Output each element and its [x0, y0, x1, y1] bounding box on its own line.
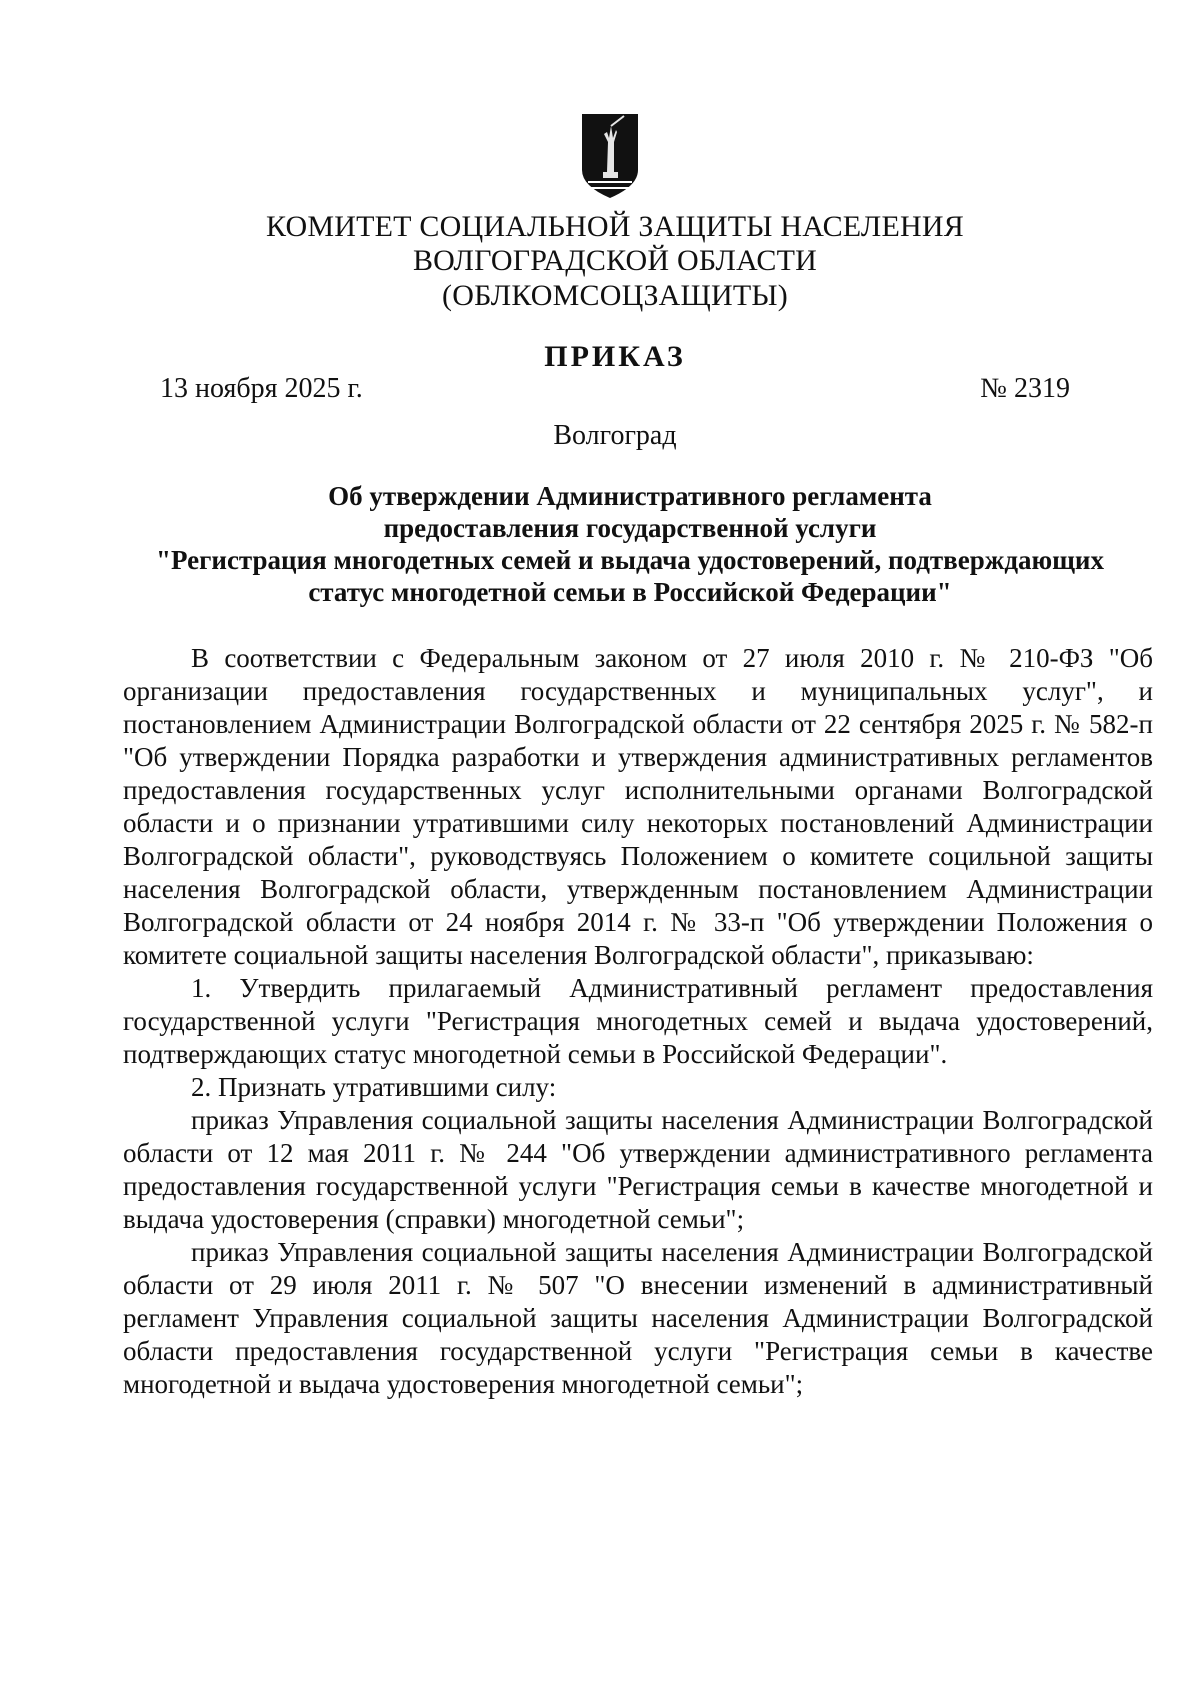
order-subject	[120, 480, 1140, 608]
organization-short-name: (ОБЛКОМСОЦЗАЩИТЫ)	[442, 279, 788, 312]
subject-line-2: предоставления государственной услуги	[383, 513, 877, 543]
preamble-paragraph: В соответствии с Федеральным законом от 27 июля 2010 г. № 210-ФЗ "Об организации предоставления государственных и муниципальных услуг", и постановлением Администрации Волгоградской области от 22 сентября 2025 г. № 582-п "Об утверждении Порядка разработки и утверждения административных регламентов предоставления государственных услуг исполнительными органами Волгоградской области и о признании утратившими силу некоторых постановлений Администрации Волгоградской области", руководствуясь Положением о комитете социльной защиты населения Волгоградской области, утвержденным постановлением Администрации Волгоградской области от 24 ноября 2014 г. № 33-п "Об утверждении Положения о комитете социальной защиты населения Волгоградской области", приказываю:	[123, 643, 1153, 970]
volgograd-oblast-coat-of-arms-icon	[580, 112, 640, 202]
repealed-order-1-paragraph: приказ Управления социальной защиты населения Администрации Волгоградской области от 12 мая 2011 г. № 244 "Об утверждении административного регламента предоставления государственной услуги "Регистрация семьи в качестве многодетной и выдача удостоверения (справки) многодетной семьи";	[123, 1105, 1153, 1234]
order-title: ПРИКАЗ	[544, 340, 686, 373]
organization-name-line-2: ВОЛГОГРАДСКОЙ ОБЛАСТИ	[412, 244, 818, 277]
clause-2-paragraph: 2. Признать утратившими силу:	[191, 1072, 557, 1102]
order-date: 13 ноября 2025 г.	[160, 373, 363, 404]
subject-line-1: Об утверждении Административного регламента	[328, 481, 932, 511]
repealed-order-2-paragraph: приказ Управления социальной защиты населения Администрации Волгоградской области от 29 июля 2011 г. № 507 "О внесении изменений в административный регламент Управления социальной защиты населения Администрации Волгоградской области предоставления государственной услуги "Регистрация семьи в качестве многодетной и выдача удостоверения многодетной семьи";	[123, 1237, 1153, 1399]
subject-line-3: "Регистрация многодетных семей и выдача удостоверений, подтверждающих	[156, 545, 1104, 575]
organization-name-line-1: КОМИТЕТ СОЦИАЛЬНОЙ ЗАЩИТЫ НАСЕЛЕНИЯ	[266, 210, 964, 243]
order-city: Волгоград	[553, 420, 677, 451]
subject-line-4: статус многодетной семьи в Российской Федерации"	[308, 577, 952, 607]
order-number: № 2319	[980, 373, 1070, 404]
order-body	[123, 642, 1153, 1401]
clause-1-paragraph: 1. Утвердить прилагаемый Административный регламент предоставления государственной услуги "Регистрация многодетных семей и выдача удостоверений, подтверждающих статус многодетной семьи в Российской Федерации".	[123, 973, 1153, 1069]
